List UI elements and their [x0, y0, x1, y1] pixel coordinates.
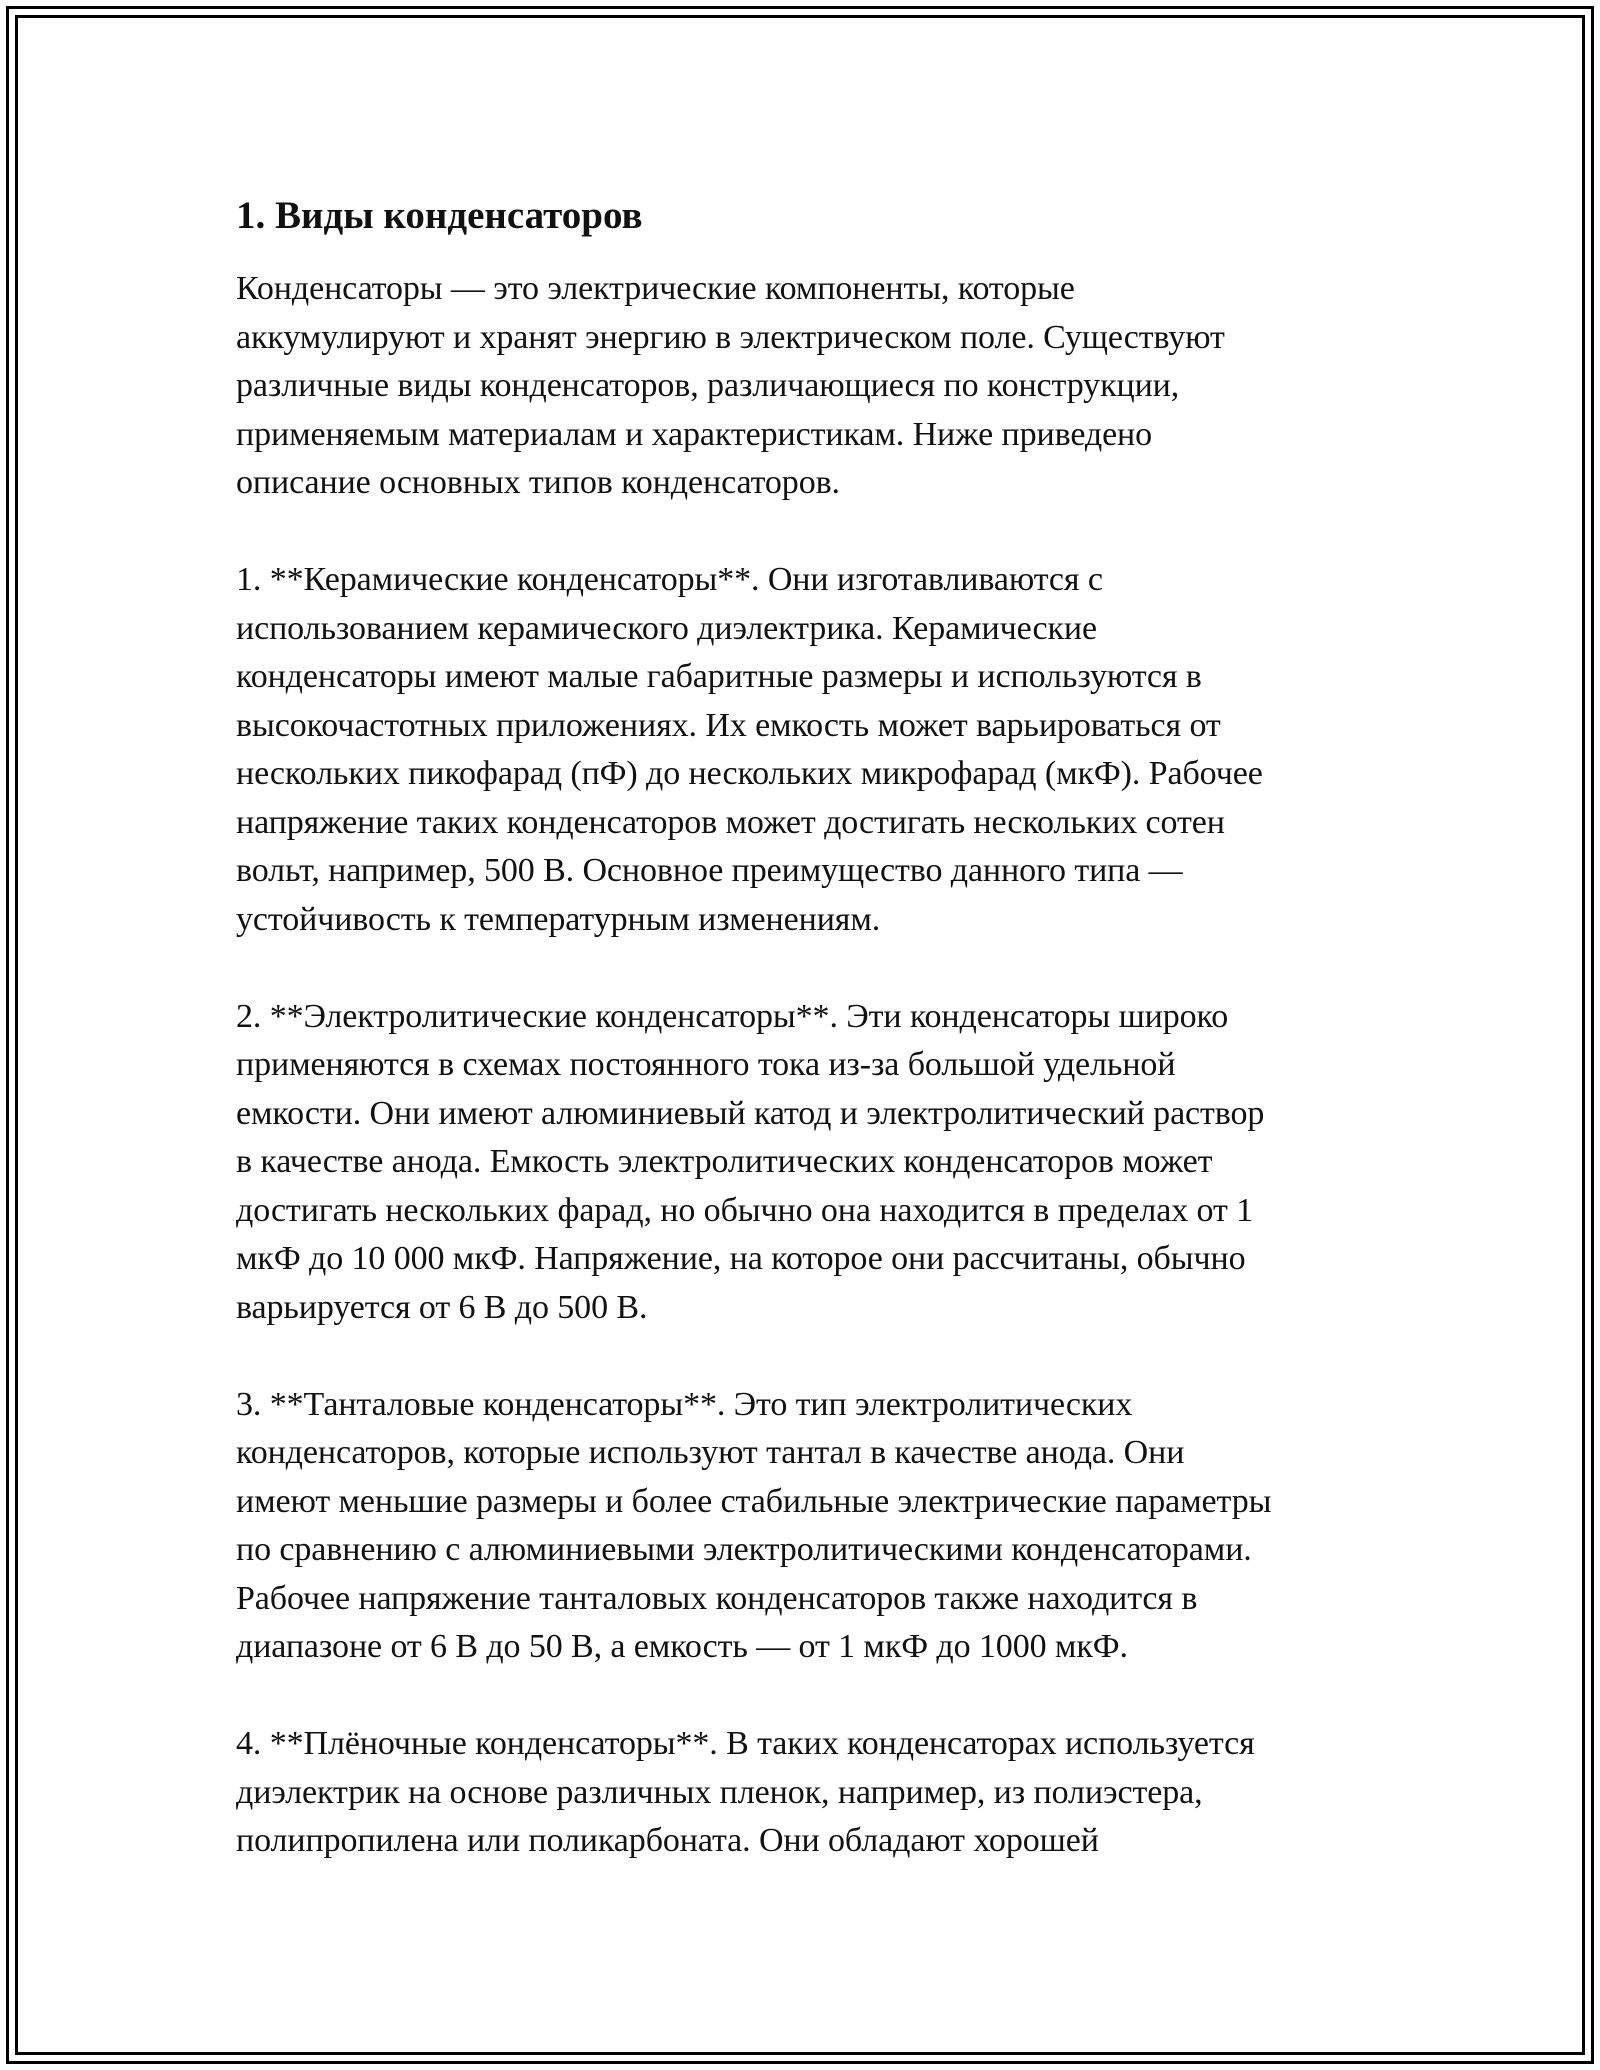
paragraph-intro: Конденсаторы — это электрические компоненты, которые аккумулируют и хранят энергию в электрическом поле. Существуют различные виды конденсаторов, различающиеся по конструкции, применяемым материалам и характеристикам. Ниже приведено описание основных типов конденсаторов. [236, 270, 1225, 501]
document-body [236, 188, 1376, 1866]
section-heading: 1. Виды конденсаторов [236, 194, 643, 237]
paragraph-ceramic: 1. **Керамические конденсаторы**. Они изготавливаются с использованием керамического диэлектрика. Керамические конденсаторы имеют малые габаритные размеры и используются в высокочастотных приложениях. Их емкость может варьироваться от нескольких пикофарад (пФ) до нескольких микрофарад (мкФ). Рабочее напряжение таких конденсаторов может достигать нескольких сотен вольт, например, 500 В. Основное преимущество данного типа — устойчивость к температурным изменениям. [236, 561, 1263, 938]
paragraph-electrolytic: 2. **Электролитические конденсаторы**. Эти конденсаторы широко применяются в схемах постоянного тока из-за большой удельной емкости. Они имеют алюминиевый катод и электролитический раствор в качестве анода. Емкость электролитических конденсаторов может достигать нескольких фарад, но обычно она находится в пределах от 1 мкФ до 10 000 мкФ. Напряжение, на которое они рассчитаны, обычно варьируется от 6 В до 500 В. [236, 997, 1265, 1326]
paragraph-tantalum: 3. **Танталовые конденсаторы**. Это тип электролитических конденсаторов, которые используют тантал в качестве анода. Они имеют меньшие размеры и более стабильные электрические параметры по сравнению с алюминиевыми электролитическими конденсаторами. Рабочее напряжение танталовых конденсаторов также находится в диапазоне от 6 В до 50 В, а емкость — от 1 мкФ до 1000 мкФ. [236, 1385, 1272, 1665]
paragraph-film: 4. **Плёночные конденсаторы**. В таких конденсаторах используется диэлектрик на основе различных пленок, например, из полиэстера, полипропилена или поликарбоната. Они обладают хорошей [236, 1725, 1255, 1859]
